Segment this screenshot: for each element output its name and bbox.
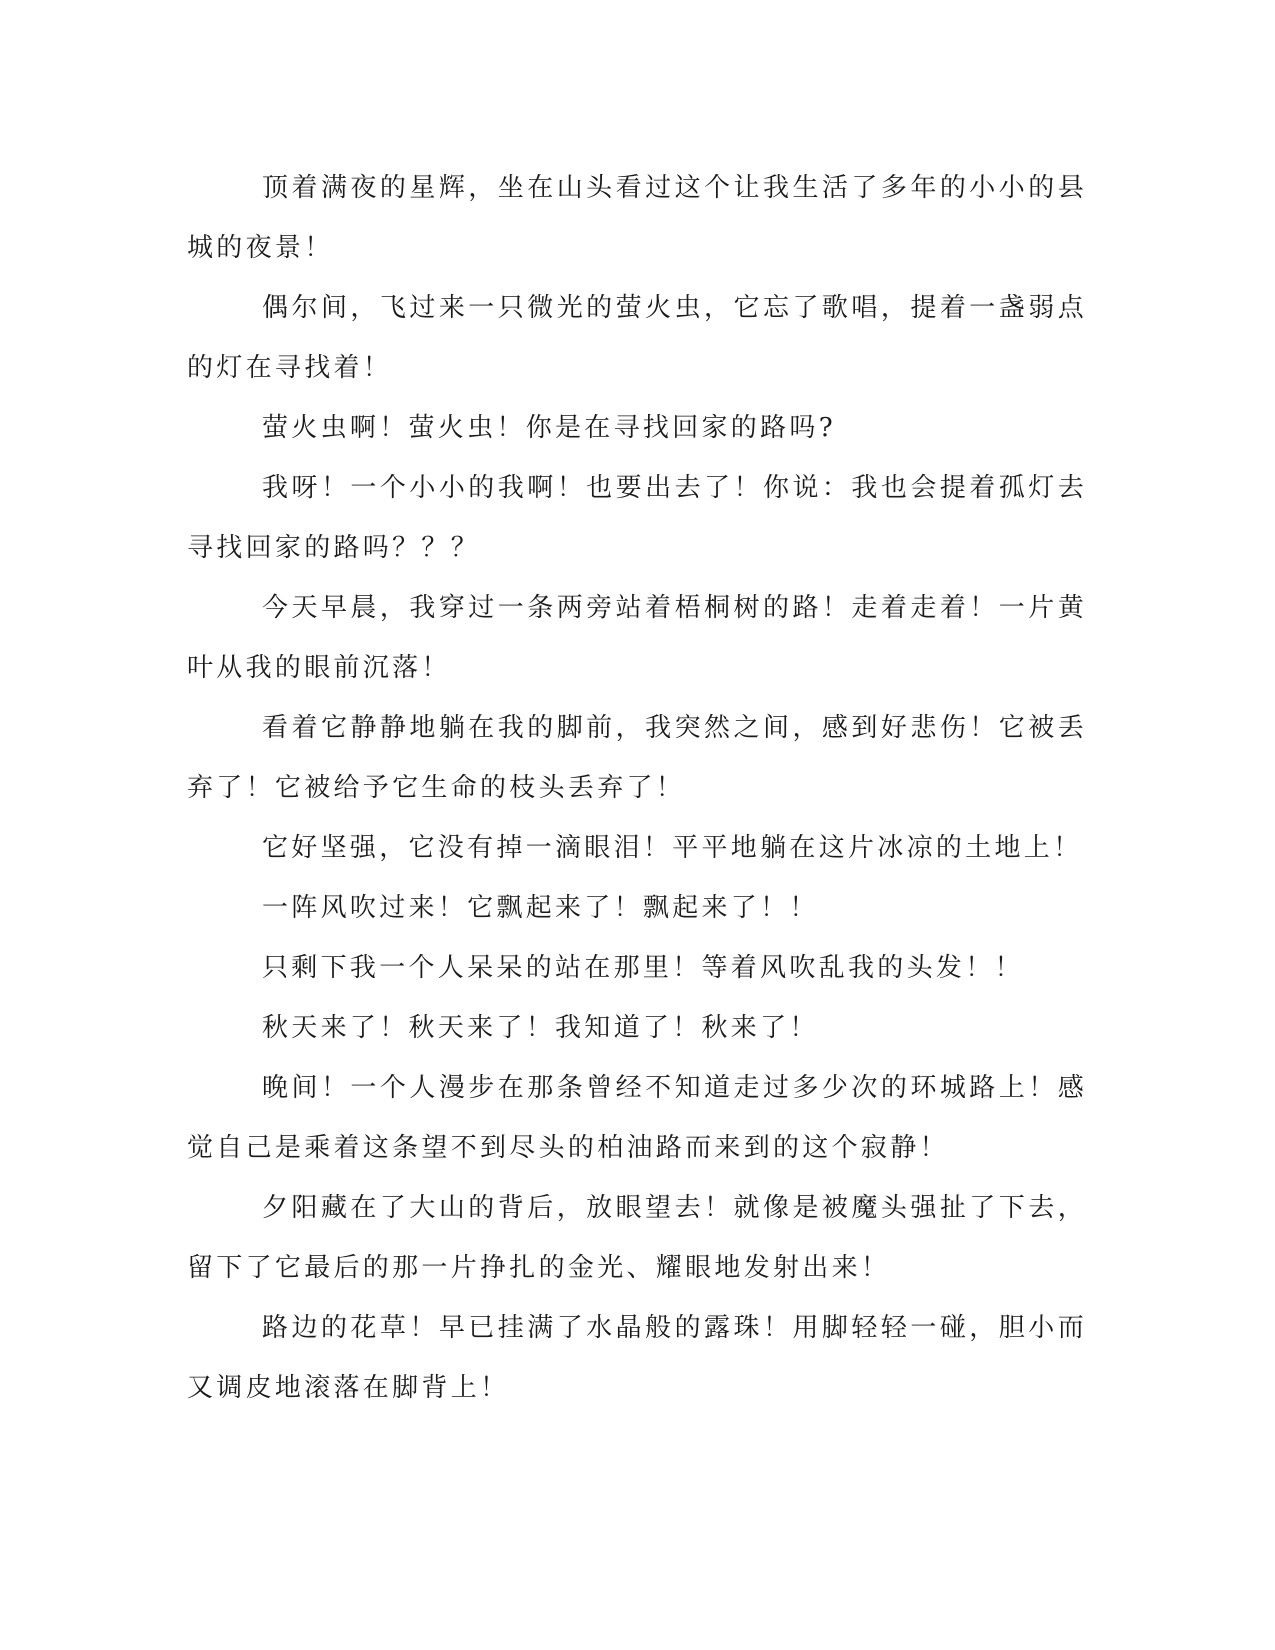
paragraph: 只剩下我一个人呆呆的站在那里！等着风吹乱我的头发！！ [262, 953, 1024, 983]
paragraph: 萤火虫啊！萤火虫！你是在寻找回家的路吗? [262, 413, 836, 443]
paragraph: 路边的花草！早已挂满了水晶般的露珠！用脚轻轻一碰，胆小而又调皮地滚落在脚背上！ [187, 1313, 1087, 1403]
paragraph: 它好坚强，它没有掉一滴眼泪！平平地躺在这片冰凉的土地上！ [262, 833, 1083, 863]
paragraph: 看着它静静地躺在我的脚前，我突然之间，感到好悲伤！它被丢弃了！它被给予它生命的枝头丢弃了！ [187, 713, 1087, 803]
paragraph: 今天早晨，我穿过一条两旁站着梧桐树的路！走着走着！一片黄叶从我的眼前沉落！ [187, 593, 1087, 683]
paragraph: 我呀！一个小小的我啊！也要出去了！你说：我也会提着孤灯去寻找回家的路吗？？？ [187, 473, 1087, 563]
paragraph: 一阵风吹过来！它飘起来了！飘起来了！！ [262, 893, 819, 923]
document-body [187, 158, 1087, 1418]
paragraph: 夕阳藏在了大山的背后，放眼望去！就像是被魔头强扯了下去，留下了它最后的那一片挣扎的金光、耀眼地发射出来！ [187, 1193, 1087, 1283]
paragraph: 秋天来了！秋天来了！我知道了！秋来了！ [262, 1013, 819, 1043]
paragraph: 偶尔间，飞过来一只微光的萤火虫，它忘了歌唱，提着一盏弱点的灯在寻找着！ [187, 293, 1087, 383]
paragraph: 顶着满夜的星辉，坐在山头看过这个让我生活了多年的小小的县城的夜景！ [187, 173, 1087, 263]
paragraph: 晚间！一个人漫步在那条曾经不知道走过多少次的环城路上！感觉自己是乘着这条望不到尽头的柏油路而来到的这个寂静！ [187, 1073, 1087, 1163]
